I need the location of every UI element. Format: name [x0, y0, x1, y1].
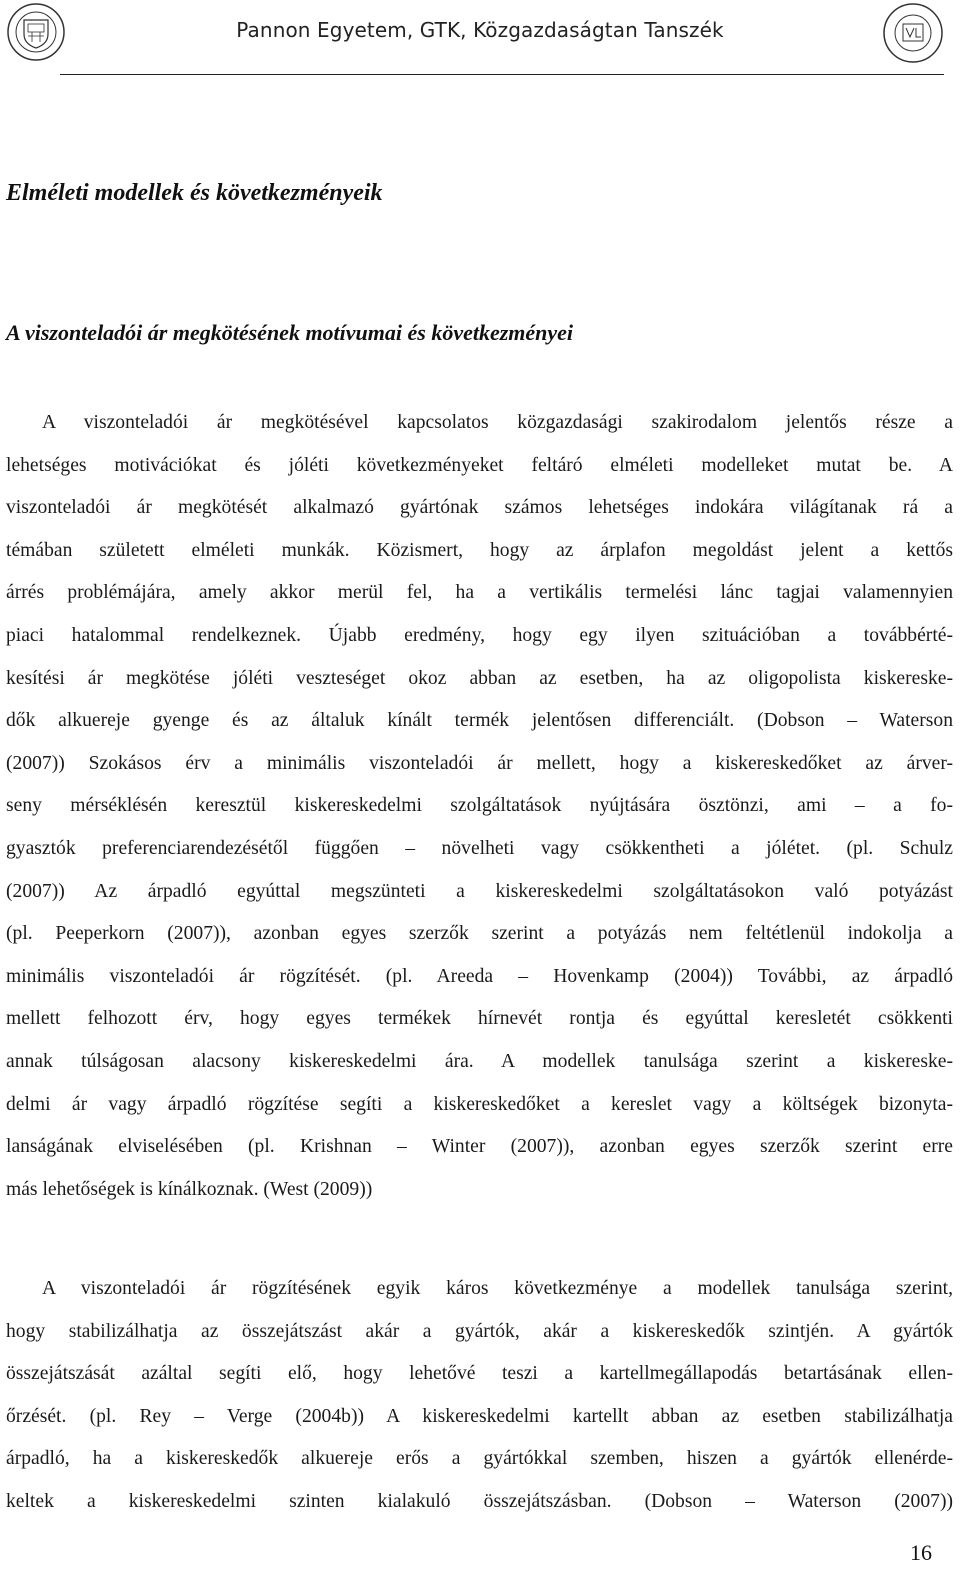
- text-line: keltek a kiskereskedelmi szinten kialakuló összejátszásban. (Dobson – Waterson (2007)): [6, 1490, 953, 1512]
- paragraph-1: [6, 402, 953, 1211]
- section-title: Elméleti modellek és következményeik: [6, 180, 383, 206]
- text-line: seny mérséklésén keresztül kiskereskedelmi szolgáltatások nyújtására ösztönzi, ami – a fo-: [6, 795, 953, 817]
- faculty-seal-logo: [882, 2, 944, 64]
- page-number: 16: [910, 1540, 932, 1565]
- text-line: A viszonteladói ár megkötésével kapcsolatos közgazdasági szakirodalom jelentős része a: [42, 412, 953, 433]
- header-divider: [60, 74, 944, 75]
- text-line: dők alkuereje gyenge és az általuk kínált termék jelentősen differenciált. (Dobson – Waterson: [6, 710, 953, 732]
- text-line: (2007)) Az árpadló egyúttal megszünteti a kiskereskedelmi szolgáltatásokon való potyázást: [6, 880, 953, 902]
- text-line: piaci hatalommal rendelkeznek. Újabb eredmény, hogy egy ilyen szituációban a továbbérté-: [6, 624, 953, 646]
- text-line: gyasztók preferenciarendezésétől függően – növelheti vagy csökkentheti a jólétet. (pl. Schulz: [6, 837, 953, 859]
- paragraph-2: [6, 1268, 953, 1524]
- text-line: hogy stabilizálhatja az összejátszást akár a gyártók, akár a kiskereskedők szintjén. A gyártók: [6, 1320, 953, 1342]
- page-header: [0, 0, 960, 80]
- text-line: árpadló, ha a kiskereskedők alkuereje erős a gyártókkal szemben, hiszen a gyártók ellenérde-: [6, 1448, 953, 1470]
- text-line: lehetséges motivációkat és jóléti következményeket feltáró elméleti modelleket mutat be. A: [6, 454, 953, 476]
- text-line: más lehetőségek is kínálkoznak. (West (2009)): [6, 1178, 373, 1200]
- text-line: lanságának elviselésében (pl. Krishnan – Winter (2007)), azonban egyes szerzők szerint erre: [6, 1136, 953, 1158]
- text-line: árrés problémájára, amely akkor merül fel, ha a vertikális termelési lánc tagjai valamennyien: [6, 582, 953, 604]
- text-line: minimális viszonteladói ár rögzítését. (pl. Areeda – Hovenkamp (2004)) További, az árpadló: [6, 965, 953, 987]
- text-line: (pl. Peeperkorn (2007)), azonban egyes szerzők szerint a potyázás nem feltétlenül indokolja a: [6, 923, 953, 945]
- text-line: A viszonteladói ár rögzítésének egyik káros következménye a modellek tanulsága szerint,: [42, 1278, 953, 1299]
- institution-header: Pannon Egyetem, GTK, Közgazdaságtan Tanszék: [236, 18, 724, 42]
- text-line: mellett felhozott érv, hogy egyes termékek hírnevét rontja és egyúttal keresletét csökkenti: [6, 1008, 953, 1030]
- text-line: összejátszását azáltal segíti elő, hogy lehetővé teszi a kartellmegállapodás betartásának ellen-: [6, 1363, 953, 1385]
- text-line: (2007)) Szokásos érv a minimális viszonteladói ár mellett, hogy a kiskereskedőket az árver-: [6, 752, 953, 774]
- text-line: delmi ár vagy árpadló rögzítése segíti a kiskereskedőket a kereslet vagy a költségek bizonyta-: [6, 1093, 953, 1115]
- text-line: viszonteladói ár megkötését alkalmazó gyártónak számos lehetséges indokára világítanak rá a: [6, 497, 953, 519]
- subsection-title: A viszonteladói ár megkötésének motívumai és következményei: [6, 320, 574, 345]
- text-line: kesítési ár megkötése jóléti veszteséget okoz abban az esetben, ha az oligopolista kiskereske-: [6, 667, 953, 689]
- text-line: annak túlságosan alacsony kiskereskedelmi ára. A modellek tanulsága szerint a kiskereske-: [6, 1050, 953, 1072]
- text-line: témában született elméleti munkák. Közismert, hogy az árplafon megoldást jelent a kettős: [6, 539, 953, 561]
- text-line: őrzését. (pl. Rey – Verge (2004b)) A kiskereskedelmi kartellt abban az esetben stabilizálhatja: [6, 1405, 953, 1427]
